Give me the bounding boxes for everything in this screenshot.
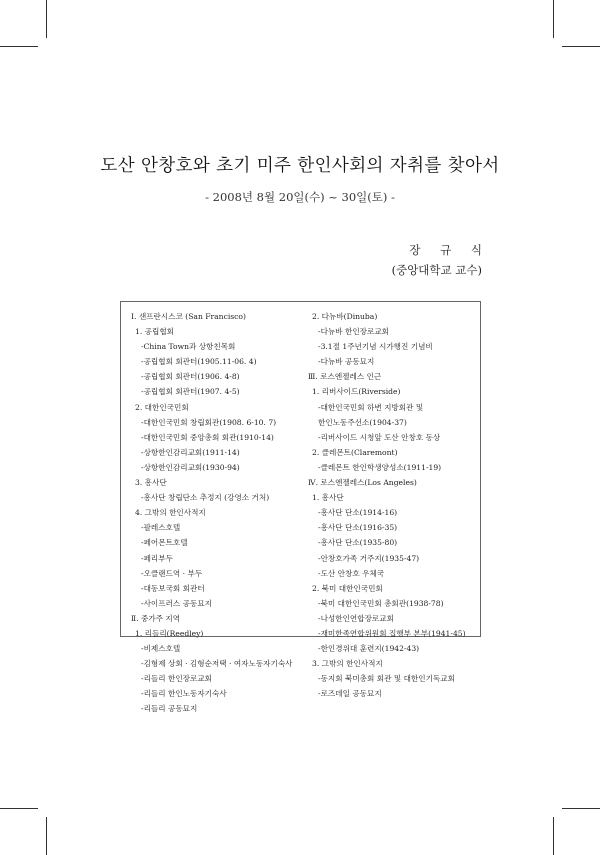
toc-subsection: 4. 그밖의 한인사적지 (135, 508, 206, 518)
toc-item: -상항한인감리교회(1911-14) (141, 447, 240, 457)
toc-item: -상항한인감리교회(1930-94) (141, 462, 240, 472)
toc-item: -한인경위대 훈련지(1942-43) (318, 644, 420, 654)
toc-item: -페어몬트호텔 (141, 538, 188, 548)
toc-item: -리버사이드 시청앞 도산 안창호 동상 (318, 432, 441, 442)
toc-section-heading: Ⅱ. 중가주 지역 (131, 613, 181, 623)
toc-item: -안창호가족 거주지(1935-47) (318, 553, 420, 563)
toc-subsection: 1. 리버사이드(Riverside) (312, 387, 401, 397)
toc-item: -리들리 한인노동자기숙사 (141, 689, 227, 699)
toc-item: -오클랜드역 · 부두 (141, 568, 203, 578)
toc-item: -China Town과 상항친목회 (141, 342, 236, 352)
toc-item: -공립협회 회관터(1905.11-06. 4) (141, 357, 257, 367)
toc-item: -북미 대한인국민회 총회관(1938-78) (318, 598, 444, 608)
crop-mark-top-left-h (0, 46, 38, 47)
toc-subsection: 1. 공립협회 (135, 327, 175, 337)
toc-subsection: 2. 대한인국민회 (135, 402, 189, 412)
crop-mark-top-left-v (46, 0, 47, 38)
toc-item: -대동보국회 회관터 (141, 583, 205, 593)
crop-mark-bottom-right-v (553, 817, 554, 855)
page-title: 도산 안창호와 초기 미주 한인사회의 자취를 찾아서 (100, 156, 500, 176)
toc-item: -비제스호텔 (141, 644, 181, 654)
toc-item: -흥사단 단소(1935-80) (318, 538, 398, 548)
toc-subsection: 1. 흥사단 (312, 493, 344, 503)
page-subtitle: - 2008년 8월 20일(수) ~ 30일(토) - (205, 190, 395, 204)
toc-item: -공립협회 회관터(1907. 4-5) (141, 387, 240, 397)
toc-item: -동지회 북미총회 회관 및 대한인기독교회 (318, 674, 455, 684)
toc-item: -사이프러스 공동묘지 (141, 598, 212, 608)
toc-section-heading: Ⅰ. 샌프란시스코 (San Francisco) (131, 312, 246, 321)
toc-item: -다뉴바 한인장로교회 (318, 327, 389, 337)
table-of-contents (120, 301, 481, 714)
author-affiliation: (중앙대학교 교수) (391, 263, 482, 277)
toc-subsection: 1. 리들리(Reedley) (135, 628, 204, 638)
toc-item: -도산 안창호 우체국 (318, 568, 385, 578)
toc-item: -흥사단 단소(1914-16) (318, 508, 398, 518)
toc-item: -재미한족연합위원회 집행부 본부(1941-45) (318, 628, 466, 638)
toc-item: -흥사단 단소(1916-35) (318, 523, 398, 533)
toc-item: -대한인국민회 하변 지방회관 및 (318, 402, 424, 412)
toc-item: -공립협회 회관터(1906. 4-8) (141, 372, 240, 382)
toc-item: -대한인국민회 중앙총회 회관(1910-14) (141, 432, 274, 442)
title-block (0, 152, 600, 205)
toc-section-heading: Ⅳ. 로스엔젤레스(Los Angeles) (308, 478, 417, 488)
toc-item: -다뉴바 공동묘지 (318, 357, 375, 367)
toc-subsection: 2. 다뉴바(Dinuba) (312, 312, 378, 321)
toc-item: -리들리 한인장로교회 (141, 674, 212, 684)
toc-subsection: 2. 클레몬트(Claremont) (312, 447, 398, 457)
toc-item: -페리부두 (141, 553, 173, 563)
crop-mark-bottom-left-h (0, 808, 38, 809)
toc-left-column (131, 309, 306, 717)
toc-subsection: 3. 그밖의 한인사적지 (312, 659, 383, 669)
toc-item: -대한인국민회 창립회관(1908. 6-10. 7) (141, 417, 277, 427)
crop-mark-top-right-h (562, 46, 600, 47)
toc-item: -리들리 공동묘지 (141, 704, 198, 714)
toc-item: -나성한인연합장로교회 (318, 613, 394, 623)
toc-subsection: 3. 흥사단 (135, 478, 167, 488)
crop-mark-top-right-v (553, 0, 554, 38)
toc-item: -김형제 상회 · 김형순저택 · 여자노동자기숙사 (141, 659, 293, 669)
toc-section-heading: Ⅲ. 로스엔젤레스 인근 (308, 372, 382, 382)
toc-item: 한인노동주선소(1904-37) (318, 417, 407, 427)
toc-item: -로즈데일 공동묘지 (318, 689, 382, 699)
toc-item: -팔레스호텔 (141, 523, 181, 533)
crop-mark-bottom-right-h (562, 808, 600, 809)
toc-item: -흥사단 창립단소 추정지 (강영소 거처) (141, 493, 270, 503)
toc-subsection: 2. 북미 대한인국민회 (312, 583, 383, 593)
author-block (391, 240, 490, 280)
toc-item: -3.1절 1주년기념 시가행진 기념비 (318, 342, 433, 352)
toc-item: -클레몬트 한인학생양성소(1911-19) (318, 462, 442, 472)
crop-mark-bottom-left-v (46, 817, 47, 855)
toc-right-column (308, 309, 480, 701)
author-name: 장 규 식 (409, 243, 490, 257)
